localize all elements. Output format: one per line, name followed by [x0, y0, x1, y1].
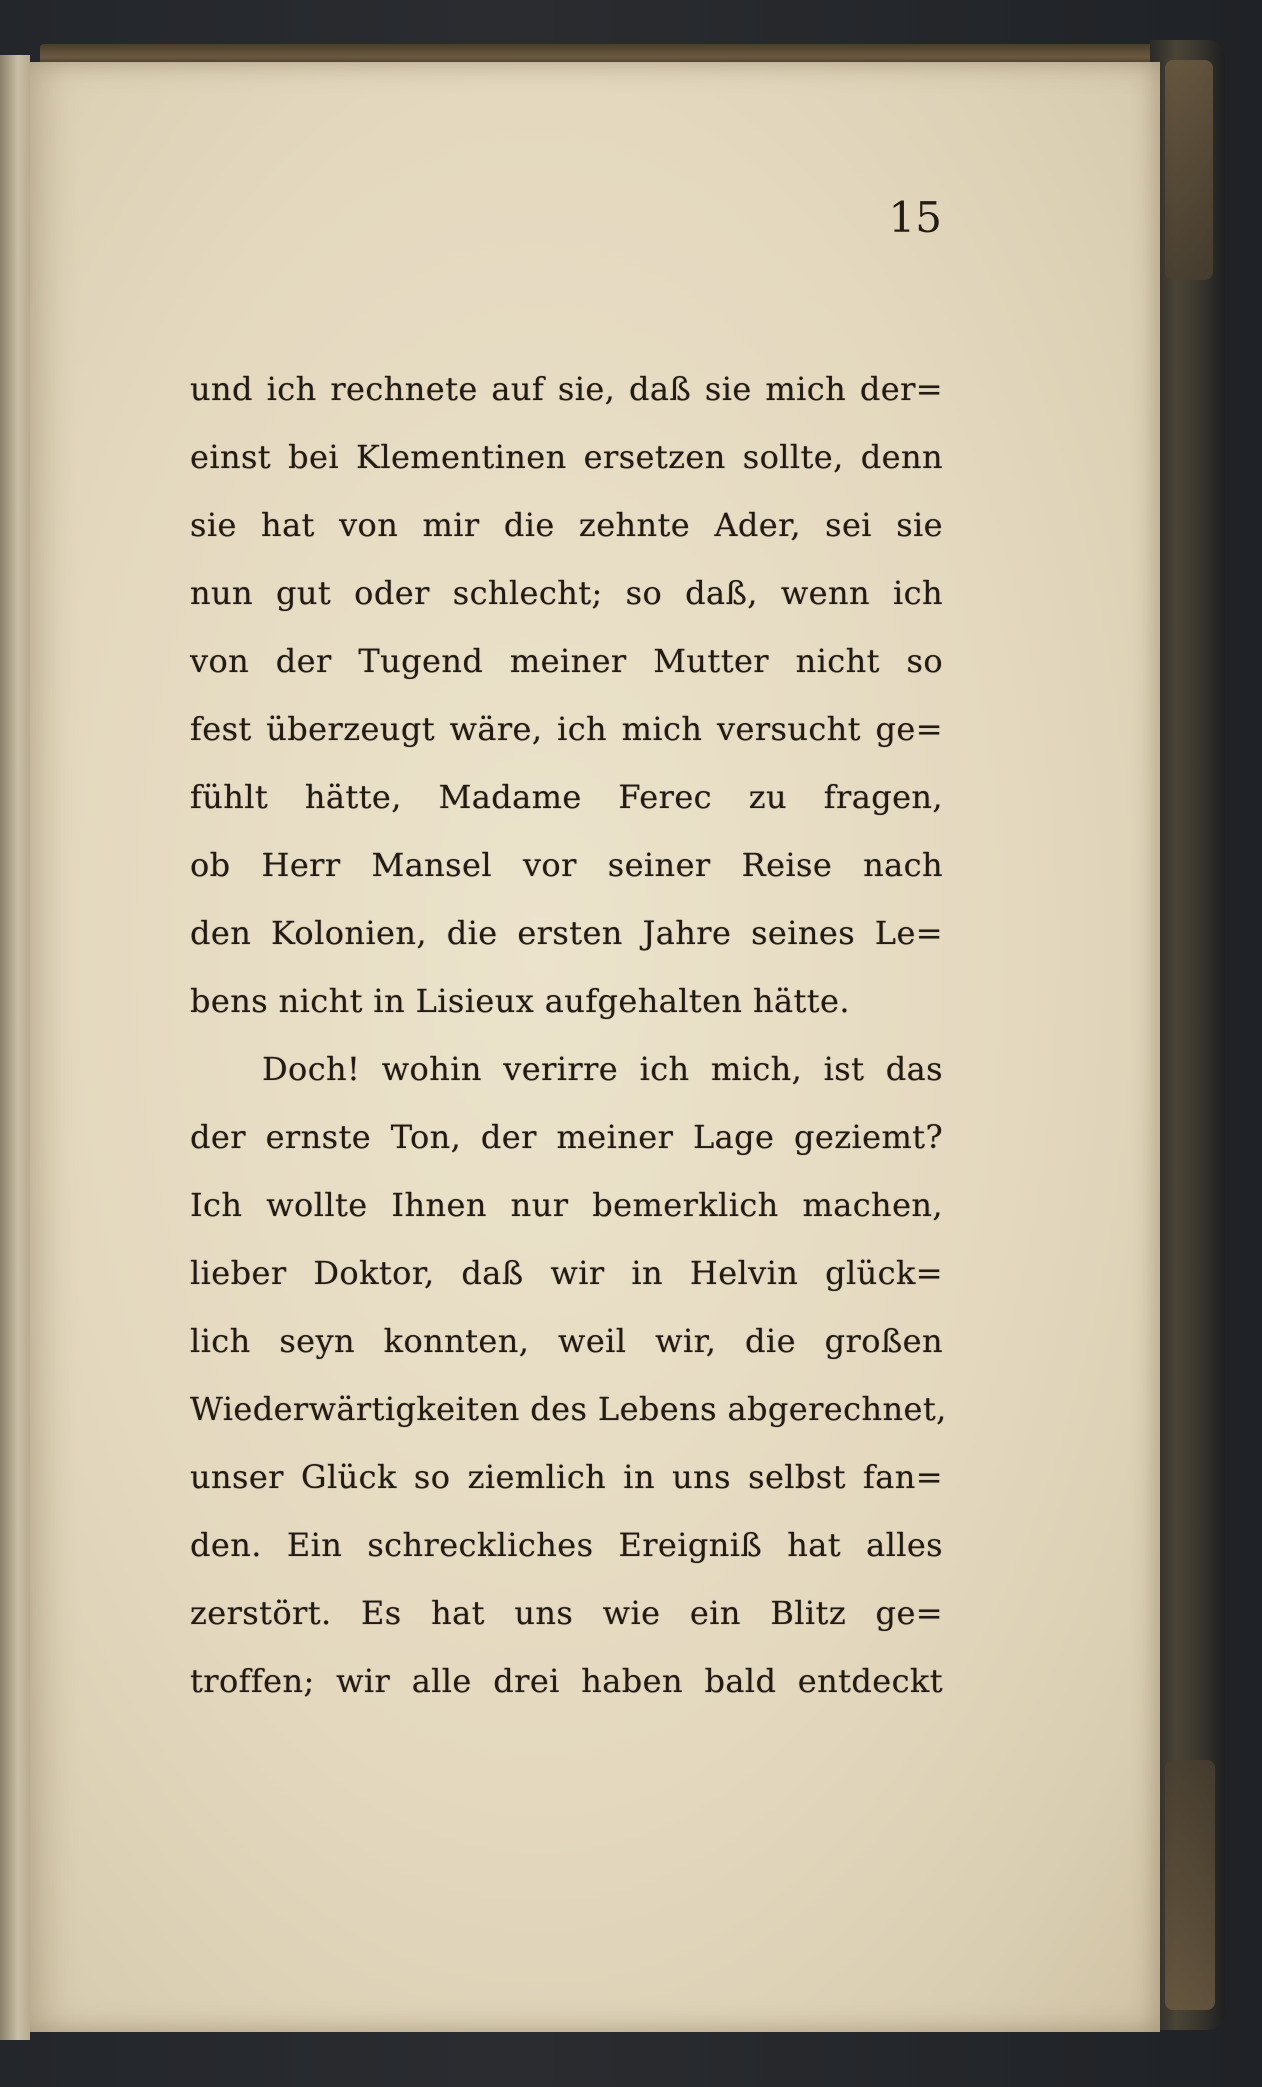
page-number: 15: [888, 193, 942, 242]
text-line: den Kolonien, die ersten Jahre seines Le=: [190, 914, 943, 952]
text-line: Doch! wohin verirre ich mich, ist das: [262, 1050, 943, 1088]
text-line: nun gut oder schlecht; so daß, wenn ich: [190, 574, 943, 612]
page-text: [190, 355, 947, 1755]
text-line: von der Tugend meiner Mutter nicht so: [190, 642, 943, 680]
text-line: bens nicht in Lisieux aufgehalten hätte.: [190, 982, 850, 1020]
text-line: troffen; wir alle drei haben bald entdeckt: [190, 1662, 943, 1700]
text-line: fühlt hätte, Madame Ferec zu fragen,: [190, 778, 943, 816]
text-line: Ich wollte Ihnen nur bemerklich machen,: [190, 1186, 943, 1224]
text-line: der ernste Ton, der meiner Lage geziemt?: [190, 1118, 943, 1156]
text-line: unser Glück so ziemlich in uns selbst fan=: [190, 1458, 943, 1496]
text-line: sie hat von mir die zehnte Ader, sei sie: [190, 506, 943, 544]
text-line: fest überzeugt wäre, ich mich versucht ge=: [190, 710, 943, 748]
text-line: zerstört. Es hat uns wie ein Blitz ge=: [190, 1594, 943, 1632]
text-line: ob Herr Mansel vor seiner Reise nach: [190, 846, 943, 884]
text-line: und ich rechnete auf sie, daß sie mich der=: [190, 370, 943, 408]
text-line: lich seyn konnten, weil wir, die großen: [190, 1322, 943, 1360]
cover-wear-top: [1165, 60, 1213, 280]
text-line: den. Ein schreckliches Ereigniß hat alles: [190, 1526, 943, 1564]
cover-wear-bottom: [1165, 1760, 1215, 2010]
previous-page-edge: [0, 55, 30, 2040]
text-line: Wiederwärtigkeiten des Lebens abgerechnet,: [190, 1390, 947, 1428]
book-cover-edge: [1150, 40, 1225, 2030]
text-line: einst bei Klementinen ersetzen sollte, denn: [190, 438, 943, 476]
text-line: lieber Doktor, daß wir in Helvin glück=: [190, 1254, 943, 1292]
